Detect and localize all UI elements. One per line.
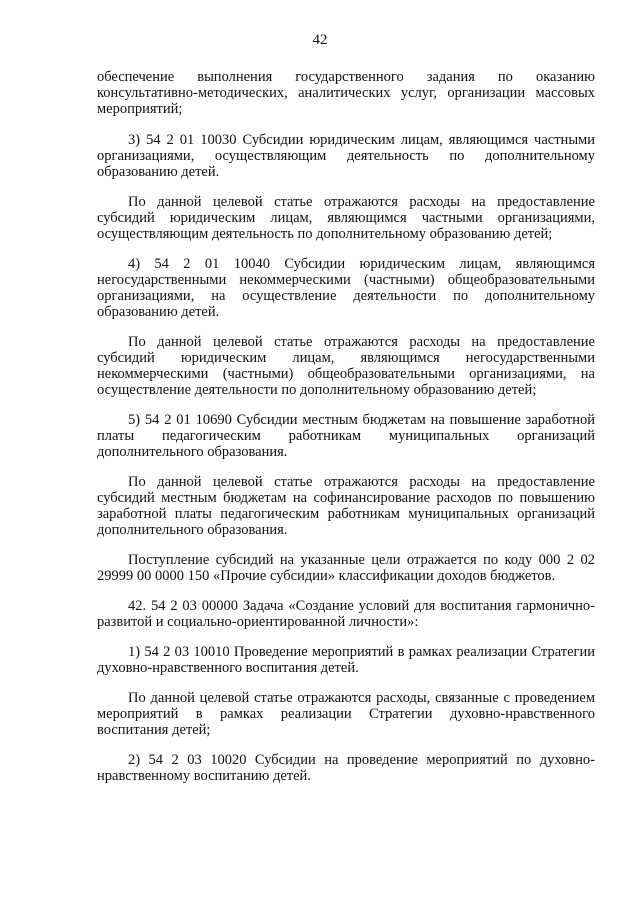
paragraph-item-5-description: По данной целевой статье отражаются расходы на предоставление субсидий местным бюджетам на софинансирование расходов по повышению заработной платы педагогическим работникам муниципальных организаций дополнительного образования.	[97, 474, 595, 538]
paragraph-revenue-code: Поступление субсидий на указанные цели отражается по коду 000 2 02 29999 00 0000 150 «Прочие субсидии» классификации доходов бюджетов.	[97, 552, 595, 584]
paragraph-item-3-subsidies-private-orgs: 3) 54 2 01 10030 Субсидии юридическим лицам, являющимся частными организациями, осуществляющим деятельность по дополнительному образованию детей.	[97, 132, 595, 180]
paragraph-item-5-subsidies-local-budgets: 5) 54 2 01 10690 Субсидии местным бюджетам на повышение заработной платы педагогическим работникам муниципальных организаций дополнительного образования.	[97, 412, 595, 460]
paragraph-task-42-heading: 42. 54 2 03 00000 Задача «Создание условий для воспитания гармонично-развитой и социально-ориентированной личности»:	[97, 598, 595, 630]
paragraph-task-42-item-2: 2) 54 2 03 10020 Субсидии на проведение мероприятий по духовно-нравственному воспитанию детей.	[97, 752, 595, 784]
paragraph-item-3-description: По данной целевой статье отражаются расходы на предоставление субсидий юридическим лицам, являющимся частными организациями, осуществляющим деятельность по дополнительному образованию детей;	[97, 194, 595, 242]
document-body	[97, 69, 595, 798]
paragraph-item-4-subsidies-nonprofit-orgs: 4) 54 2 01 10040 Субсидии юридическим лицам, являющимся негосударственными некоммерческими (частными) общеобразовательными организациями, на осуществление деятельности по дополнительному образованию детей.	[97, 256, 595, 320]
paragraph-task-42-item-1-description: По данной целевой статье отражаются расходы, связанные с проведением мероприятий в рамках реализации Стратегии духовно-нравственного воспитания детей;	[97, 690, 595, 738]
page-number: 42	[312, 32, 328, 48]
paragraph-task-42-item-1: 1) 54 2 03 10010 Проведение мероприятий в рамках реализации Стратегии духовно-нравственного воспитания детей.	[97, 644, 595, 676]
paragraph-continuation: обеспечение выполнения государственного задания по оказанию консультативно-методических, аналитических услуг, организации массовых мероприятий;	[97, 69, 595, 117]
paragraph-item-4-description: По данной целевой статье отражаются расходы на предоставление субсидий юридическим лицам, являющимся негосударственными некоммерческими (частными) общеобразовательными организациями, на осуществление деятельности по дополнительному образованию детей;	[97, 334, 595, 398]
